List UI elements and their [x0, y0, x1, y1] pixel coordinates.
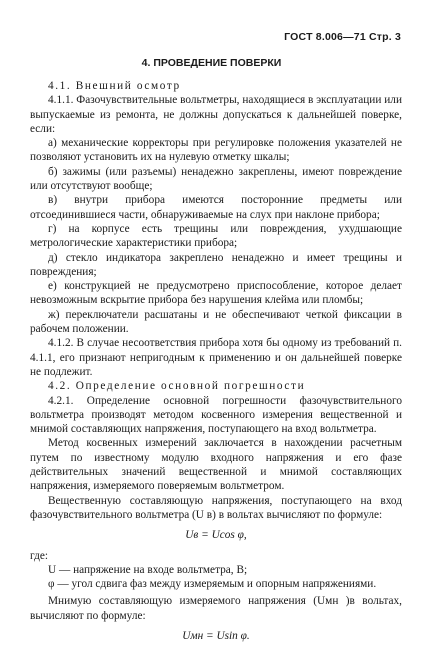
list-item-b: б) зажимы (или разъемы) ненадежно закреплены, имеют повреждение или отсутствуют вообще; [30, 165, 402, 193]
list-item-v: в) внутри прибора имеются посторонние предметы или отсоединившиеся части, обнаруживаемые на слух при наклоне прибора; [30, 194, 402, 221]
paragraph-4-2-1: 4.2.1. Определение основной погрешности фазочувствительного вольтметра производят методом косвенного измерения вещественной и мнимой составляющих напряжения, поступающего на вход вольтметра. [30, 394, 402, 436]
subsection-heading-4-2: 4.2. Определение основной погрешности [48, 380, 306, 393]
section-title: 4. ПРОВЕДЕНИЕ ПОВЕРКИ [141, 57, 282, 69]
definition-U: U — напряжение на входе вольтметра, В; [48, 563, 248, 576]
paragraph-method: Метод косвенных измерений заключается в нахождении расчетным путем по известному модулю входного напряжения и его фазе действительных значений вещественной и мнимой составляющих напряжения, измеряемого поверяемым вольтметром. [30, 437, 402, 493]
page-header: ГОСТ 8.006—71 Стр. 3 [284, 31, 401, 43]
formula-imag: Uмн = Usin φ. [182, 629, 250, 642]
formula-real: Uв = Ucos φ, [185, 529, 247, 542]
document-body [30, 79, 402, 649]
list-item-g: г) на корпусе есть трещины или повреждения, ухудшающие метрологические характеристики прибора; [30, 222, 402, 250]
definition-phi: φ — угол сдвига фаз между измеряемым и опорным напряжениями. [48, 578, 377, 591]
paragraph-imag-component: Мнимую составляющую измеряемого напряжения (Uмн )в вольтах, вычисляют по формуле: [30, 595, 402, 622]
subsection-heading-4-1: 4.1. Внешний осмотр [48, 80, 181, 92]
paragraph-4-1-1: 4.1.1. Фазочувствительные вольтметры, находящиеся в эксплуатации или выпускаемые из ремонта, не должны допускаться к дальнейшей поверке, если: [30, 94, 402, 135]
paragraph-4-1-2: 4.1.2. В случае несоответствия прибора хотя бы одному из требований п. 4.1.1, его признают непригодным к применению и он дальнейшей поверке не подлежит. [30, 337, 402, 378]
list-item-d: д) стекло индикатора закреплено ненадежно и имеет трещины и повреждения; [30, 251, 402, 278]
list-item-zh: ж) переключатели расшатаны и не обеспечивают четкой фиксации в рабочем положении. [30, 308, 402, 336]
where-label: где: [30, 549, 48, 562]
paragraph-real-component: Вещественную составляющую напряжения, поступающего на вход фазочувствительного вольтметра (U в) в вольтах вычисляют по формуле: [30, 494, 402, 521]
list-item-a: а) механические корректоры при регулировке положения указателей не позволяют установить их на нулевую отметку шкалы; [30, 137, 402, 164]
list-item-e: е) конструкцией не предусмотрено приспособление, которое делает невозможным вскрытие прибора без нарушения клейма или пломбы; [30, 280, 402, 307]
